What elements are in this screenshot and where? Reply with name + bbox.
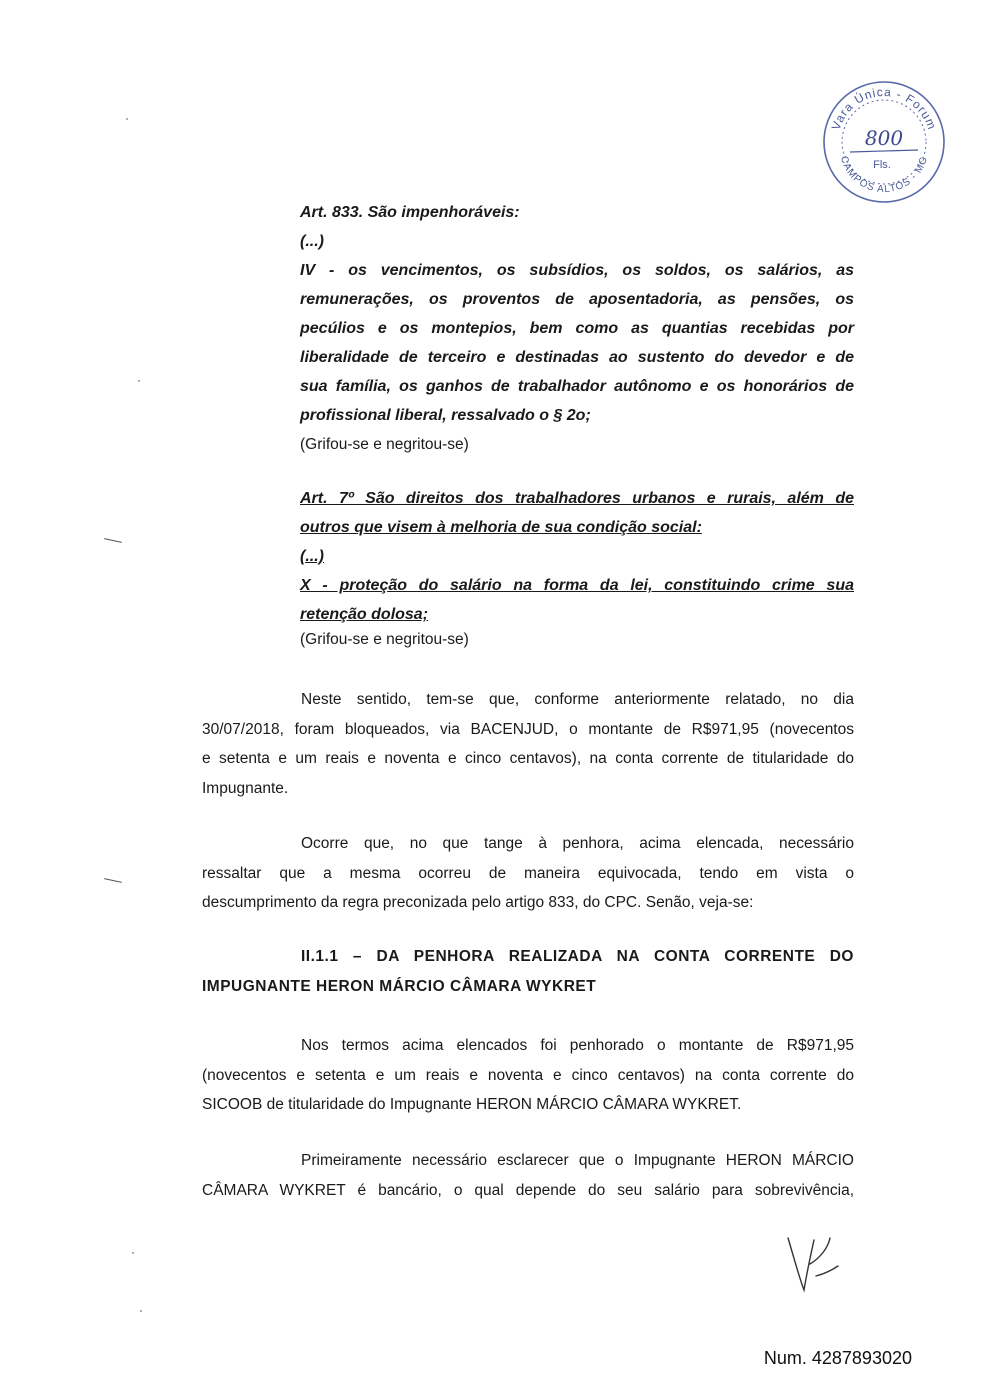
- paragraph-line: ressaltar que a mesma ocorreu de maneira equivocada, tendo em vista o: [202, 864, 854, 882]
- paragraph-line: Impugnante.: [202, 779, 289, 797]
- quote-line: sua família, os ganhos de trabalhador autônomo e os honorários de: [300, 378, 854, 395]
- section-heading: [202, 942, 854, 1002]
- quote-line: X - proteção do salário na forma da lei, constituindo crime sua: [300, 577, 854, 594]
- court-stamp: [820, 78, 948, 206]
- stamp-page-number: 800: [864, 126, 904, 150]
- paragraph-line: CÂMARA WYKRET é bancário, o qual depende do seu salário para sobrevivência,: [202, 1181, 854, 1199]
- paragraph-line: Ocorre que, no que tange à penhora, acima elencada, necessário: [301, 835, 854, 852]
- quote-line: pecúlios e os montepios, bem como as quantias recebidas por: [300, 320, 854, 337]
- margin-mark: [104, 538, 122, 543]
- scan-dot: [126, 118, 128, 120]
- quote-note: (Grifou-se e negritou-se): [300, 436, 469, 453]
- quote-line: retenção dolosa;: [300, 606, 429, 623]
- paragraph-line: (novecentos e setenta e um reais e noventa e cinco centavos) na conta corrente do: [202, 1066, 854, 1084]
- heading-line: II.1.1 – DA PENHORA REALIZADA NA CONTA CORRENTE DO: [301, 948, 854, 965]
- quote-line: profissional liberal, ressalvado o § 2o;: [300, 407, 591, 424]
- quote-line: IV - os vencimentos, os subsídios, os soldos, os salários, as: [300, 262, 854, 279]
- handwritten-initials: [780, 1218, 850, 1298]
- quote-note: (Grifou-se e negritou-se): [300, 631, 469, 648]
- quote-ellipsis: (...): [300, 548, 324, 565]
- paragraph: [202, 829, 854, 918]
- stamp-top-text: Vara Única - Forum: [828, 84, 940, 132]
- stamp-seal-icon: [820, 78, 948, 206]
- paragraph: [202, 1031, 854, 1120]
- paragraph: [202, 1146, 854, 1205]
- paragraph: [202, 685, 854, 803]
- scan-dot: [138, 380, 140, 382]
- margin-mark: [104, 878, 122, 883]
- paragraph-line: 30/07/2018, foram bloqueados, via BACENJUD, o montante de R$971,95 (novecentos: [202, 720, 854, 738]
- quote-art-833: [300, 198, 854, 459]
- quote-title: Art. 833. São impenhoráveis:: [300, 204, 520, 221]
- quote-line: remunerações, os proventos de aposentadoria, as pensões, os: [300, 291, 854, 308]
- heading-line: IMPUGNANTE HERON MÁRCIO CÂMARA WYKRET: [202, 978, 597, 995]
- document-number: Num. 4287893020: [763, 1348, 912, 1368]
- stamp-bottom-text: CAMPOS ALTOS - MG: [837, 154, 931, 196]
- quote-line: Art. 7º São direitos dos trabalhadores urbanos e rurais, além de: [300, 490, 854, 507]
- stamp-fls-label: Fls.: [873, 159, 891, 171]
- signature-icon: [780, 1218, 850, 1298]
- paragraph-line: e setenta e um reais e noventa e cinco centavos), na conta corrente de titularidade do: [202, 750, 854, 767]
- quote-line: liberalidade de terceiro e destinadas ao sustento do devedor e de: [300, 349, 854, 366]
- paragraph-line: Neste sentido, tem-se que, conforme anteriormente relatado, no dia: [301, 691, 854, 708]
- scan-dot: [132, 1252, 134, 1254]
- paragraph-line: Nos termos acima elencados foi penhorado o montante de R$971,95: [301, 1037, 854, 1054]
- quote-art-7: [300, 484, 854, 629]
- quote-ellipsis: (...): [300, 233, 324, 250]
- paragraph-line: descumprimento da regra preconizada pelo artigo 833, do CPC. Senão, veja-se:: [202, 894, 754, 911]
- paragraph-line: SICOOB de titularidade do Impugnante HERON MÁRCIO CÂMARA WYKRET.: [202, 1096, 742, 1113]
- quote-line: outros que visem à melhoria de sua condição social:: [300, 519, 702, 536]
- paragraph-line: Primeiramente necessário esclarecer que o Impugnante HERON MÁRCIO: [301, 1152, 854, 1169]
- scan-dot: [140, 1310, 142, 1312]
